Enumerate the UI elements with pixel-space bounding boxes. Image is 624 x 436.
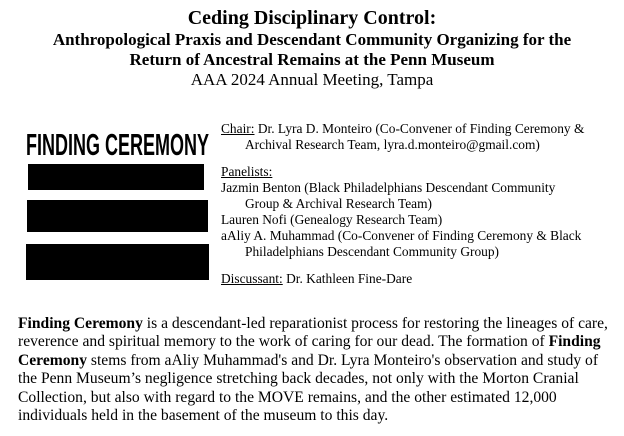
meeting-info: AAA 2024 Annual Meeting, Tampa: [190, 70, 434, 89]
logo-wordmark: FINDING CEREMONY: [26, 127, 209, 162]
desc-text-1: is a descendant-led reparationist process for restoring the lineages of care, reverence and spiritual memory to the work of caring for our dead. The formation of: [18, 315, 608, 351]
discussant-name: Dr. Kathleen Fine-Dare: [282, 271, 413, 286]
panelist-3-line-2: Philadelphians Descendant Community Group): [245, 244, 500, 259]
description-paragraph: [18, 315, 618, 425]
finding-ceremony-logo: [26, 125, 209, 285]
desc-bold-2: Finding Ceremony: [18, 333, 601, 369]
chair-details-2: Archival Research Team, lyra.d.monteiro@gmail.com): [245, 137, 540, 152]
desc-bold-1: Finding Ceremony: [18, 315, 143, 332]
logo-graphic: [26, 125, 209, 285]
desc-text-2: stems from aAliy Muhammad's and Dr. Lyra Monteiro's observation and study of the Penn Museum’s negligence stretching back decades, not only with the Morton Cranial Collection, but also with regard to the MOVE remains, and the other estimated 12,000 individuals held in the basement of the museum to this day.: [18, 351, 599, 425]
panelist-1-line-2: Group & Archival Research Team): [245, 196, 432, 211]
panelists-label: Panelists:: [221, 164, 273, 179]
panelist-2-line-1: Lauren Nofi (Genealogy Research Team): [221, 212, 443, 227]
session-participants: [221, 121, 621, 287]
panelist-3-line-1: aAliy A. Muhammad (Co-Convener of Finding Ceremony & Black: [221, 228, 582, 243]
chair-details-1: Dr. Lyra D. Monteiro (Co-Convener of Finding Ceremony &: [254, 121, 585, 136]
panelist-1-line-1: Jazmin Benton (Black Philadelphians Descendant Community: [221, 180, 556, 195]
logo-bar-2: [27, 200, 208, 232]
chair-line-1: [221, 121, 621, 137]
discussant-line: [221, 271, 621, 287]
subtitle-line-2: Return of Ancestral Remains at the Penn Museum: [129, 50, 495, 69]
discussant-label: Discussant:: [221, 271, 283, 286]
subtitle-line-1: Anthropological Praxis and Descendant Community Organizing for the: [52, 30, 572, 49]
logo-bar-3: [26, 244, 209, 280]
page-title: Ceding Disciplinary Control:: [187, 7, 437, 29]
chair-label: Chair:: [221, 121, 255, 136]
header: [0, 7, 624, 90]
logo-bar-1: [28, 164, 204, 190]
